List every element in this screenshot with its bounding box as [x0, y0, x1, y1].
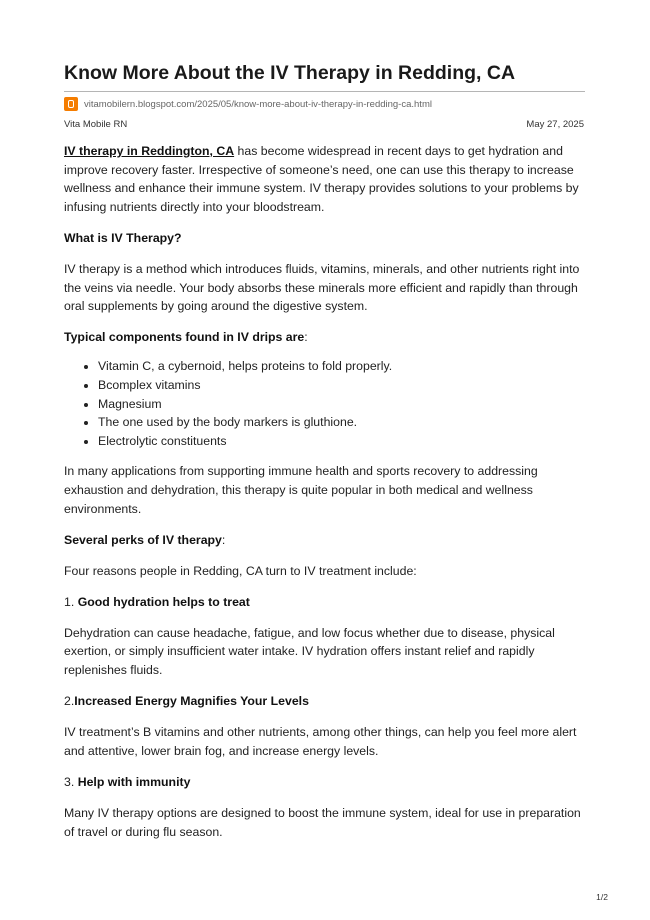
reason-1-title: Good hydration helps to treat	[77, 594, 250, 609]
iv-therapy-link[interactable]: IV therapy in Reddington, CA	[64, 144, 235, 158]
author-name: Vita Mobile RN	[64, 119, 128, 130]
reason-3-paragraph: Many IV therapy options are designed to boost the immune system, ideal for use in preparation of travel or during flu season.	[64, 806, 581, 839]
reason-3-number: 3.	[64, 774, 78, 789]
source-url[interactable]: vitamobilern.blogspot.com/2025/05/know-more-about-iv-therapy-in-redding-ca.html	[84, 98, 432, 110]
reason-3-heading	[64, 773, 588, 792]
what-heading-text: What is IV Therapy?	[64, 230, 182, 245]
list-item: • Vitamin C, a cybernoid, helps proteins to fold properly.	[98, 357, 588, 376]
section-heading-components	[64, 328, 588, 347]
reason-1-number: 1.	[64, 594, 78, 609]
reason-2-title: Increased Energy Magnifies Your Levels	[74, 694, 309, 709]
intro-text: has become widespread in recent days to get hydration and improve recovery faster. Irrespective of someone’s need, one can use this therapy to increase wellness and enhance their immune system. IV therapy provides solutions to your problems by infusing nutrients directly into your bloodstream.	[64, 144, 579, 214]
components-heading-text: Typical components found in IV drips are	[64, 330, 305, 345]
page-title: Know More About the IV Therapy in Redding, CA	[64, 62, 516, 84]
section-heading-what	[64, 229, 588, 248]
reason-1-heading	[64, 593, 588, 612]
source-row	[64, 96, 432, 112]
list-item: • The one used by the body markers is gluthione.	[98, 413, 588, 432]
list-item: • Bcomplex vitamins	[98, 376, 588, 395]
perks-heading-text: Several perks of IV therapy	[64, 532, 222, 547]
list-item: • Magnesium	[98, 395, 588, 414]
perks-colon: :	[221, 532, 226, 547]
list-item: • Electrolytic constituents	[98, 432, 588, 451]
reasons-intro-paragraph: Four reasons people in Redding, CA turn to IV treatment include:	[64, 563, 417, 578]
section-heading-perks	[64, 531, 588, 550]
publish-date: May 27, 2025	[526, 119, 584, 130]
applications-paragraph: In many applications from supporting immune health and sports recovery to addressing exhaustion and dehydration, this therapy is quite popular in both medical and wellness environments.	[64, 464, 538, 516]
reason-1-paragraph: Dehydration can cause headache, fatigue, and low focus whether due to disease, physical exertion, or simply insufficient water intake. IV hydration offers instant relief and rapidly replenishes fluids.	[64, 625, 555, 678]
page-number: 1/2	[596, 892, 608, 902]
intro-paragraph	[64, 142, 588, 216]
components-list	[64, 357, 588, 450]
reason-3-title: Help with immunity	[77, 774, 191, 789]
title-divider	[64, 91, 585, 92]
what-paragraph: IV therapy is a method which introduces fluids, vitamins, minerals, and other nutrients right into the veins via needle. Your body absorbs these minerals more efficient and rapidly than through oral supplements by going around the digestive system.	[64, 261, 580, 314]
article-body	[64, 142, 588, 854]
reason-2-number: 2.	[64, 694, 75, 709]
blogger-icon	[64, 97, 78, 111]
components-colon: :	[304, 330, 308, 345]
reason-2-paragraph: IV treatment’s B vitamins and other nutrients, among other things, can help you feel more alert and attentive, lower brain fog, and increase energy levels.	[64, 725, 577, 758]
reason-2-heading	[64, 692, 588, 711]
